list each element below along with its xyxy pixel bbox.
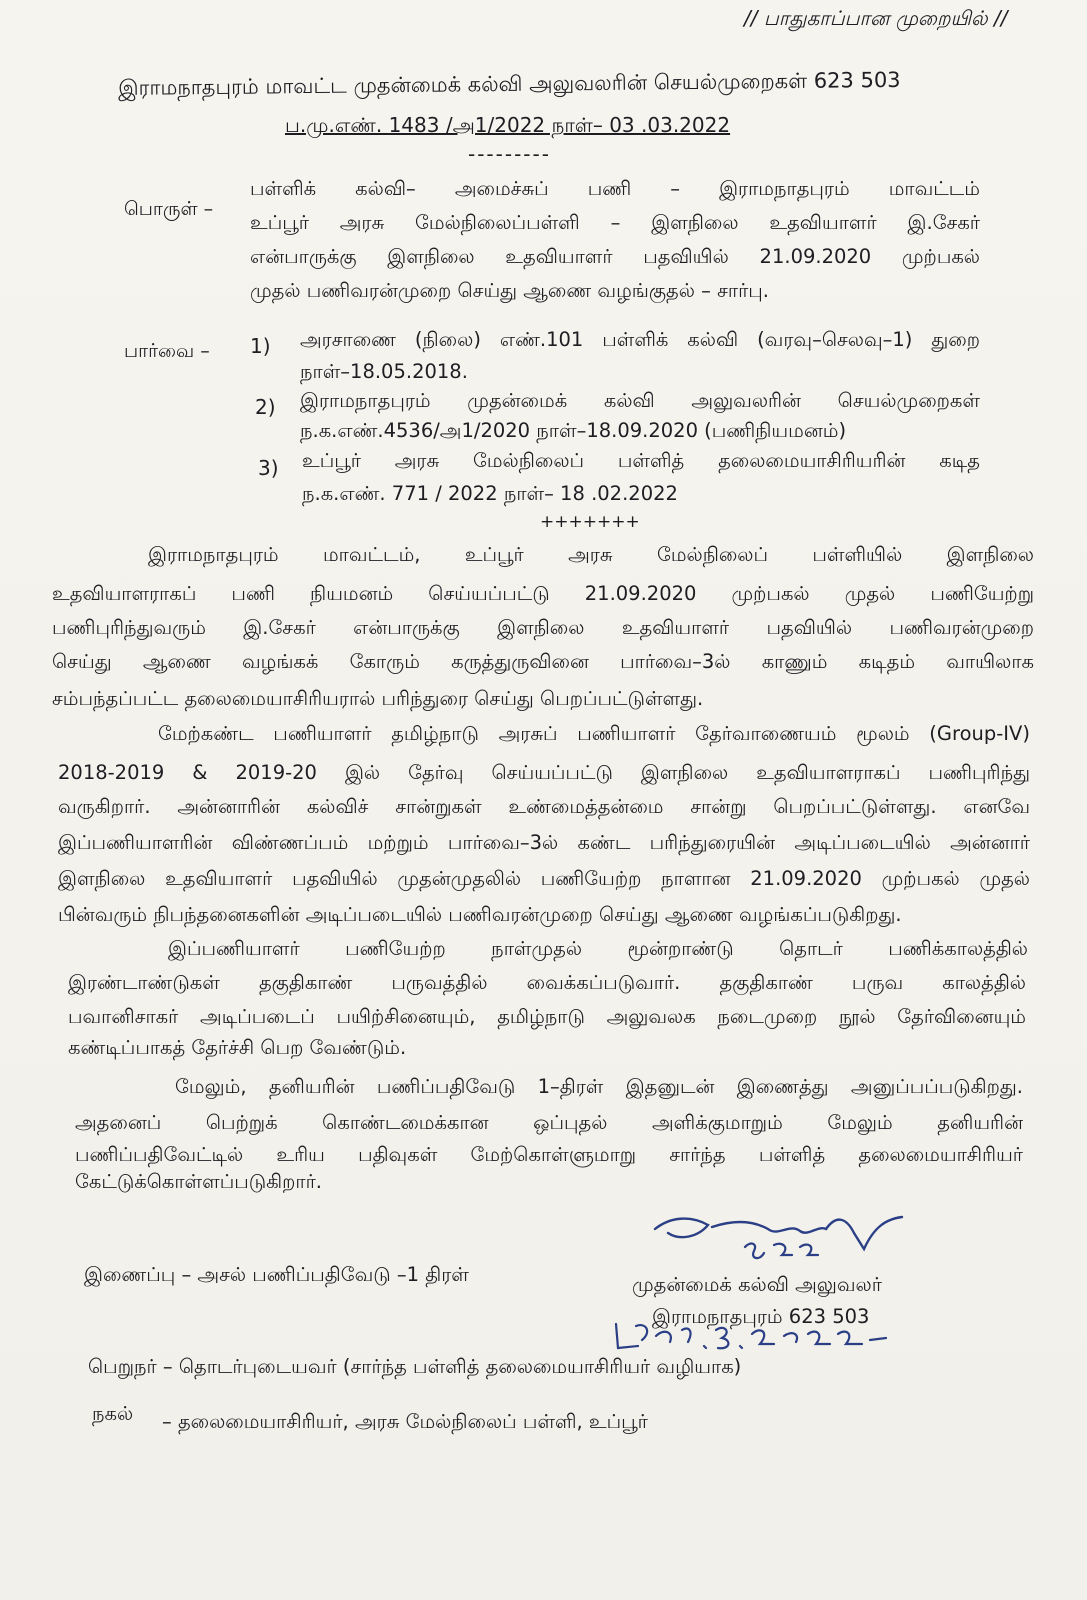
subject-block [250, 172, 980, 308]
subject-label: பொருள் – [124, 198, 214, 220]
paragraph-3-line: பவானிசாகர் அடிப்படைப் பயிற்சினையும், தமிழ்நாடு அலுவலக நடைமுறை நூல் தேர்வினையும் [68, 1005, 1026, 1028]
signatory-place: இராமநாதபுரம் 623 503 [652, 1305, 870, 1328]
reference-number-2: 2) [255, 395, 276, 419]
reference-line: ந.க.எண்.4536/அ1/2020 நாள்–18.09.2020 (பணிநியமனம்) [300, 419, 847, 442]
reference-line: இராமநாதபுரம் முதன்மைக் கல்வி அலுவலரின் செயல்முறைகள் [300, 389, 980, 412]
enclosure-note: இணைப்பு – அசல் பணிப்பதிவேடு –1 திரள் [84, 1263, 469, 1286]
office-title: இராமநாதபுரம் மாவட்ட முதன்மைக் கல்வி அலுவலரின் செயல்முறைகள் 623 503 [118, 67, 901, 100]
paragraph-2-line: 2018-2019 & 2019-20 இல் தேர்வு செய்யப்பட்டு இளநிலை உதவியாளராகப் பணிபுரிந்து [58, 761, 1030, 784]
subject-line: பள்ளிக் கல்வி– அமைச்சுப் பணி – இராமநாதபுரம் மாவட்டம் [250, 177, 980, 200]
reference-line: உப்பூர் அரசு மேல்நிலைப் பள்ளித் தலைமையாசிரியரின் கடித [302, 449, 980, 472]
copy-recipient: – தலைமையாசிரியர், அரசு மேல்நிலைப் பள்ளி, உப்பூர் [162, 1410, 648, 1433]
paragraph-1-line: உதவியாளராகப் பணி நியமனம் செய்யப்பட்டு 21.09.2020 முற்பகல் முதல் பணியேற்று [52, 582, 1034, 605]
subject-line: உப்பூர் அரசு மேல்நிலைப்பள்ளி – இளநிலை உதவியாளர் இ.சேகர் [250, 211, 980, 234]
reference-line: நாள்–18.05.2018. [300, 360, 468, 383]
paragraph-2-line: வருகிறார். அன்னாரின் கல்விச் சான்றுகள் உண்மைத்தன்மை சான்று பெறப்பட்டுள்ளது. எனவே [58, 795, 1030, 818]
paragraph-2-line: இப்பணியாளரின் விண்ணப்பம் மற்றும் பார்வை–3ல் கண்ட பரிந்துரையின் அடிப்படையில் அன்னார் [58, 831, 1030, 854]
paragraph-1-line: இராமநாதபுரம் மாவட்டம், உப்பூர் அரசு மேல்நிலைப் பள்ளியில் இளநிலை [148, 543, 1034, 566]
signatory-designation: முதன்மைக் கல்வி அலுவலர் [632, 1273, 882, 1296]
references-label: பார்வை – [124, 340, 210, 362]
reference-number: ப.மு.எண். 1483 /அ1/2022 நாள்– 03 .03.2022 [285, 113, 731, 137]
copy-label: நகல் [92, 1402, 134, 1425]
paragraph-1-line: செய்து ஆணை வழங்கக் கோரும் கருத்துருவினை பார்வை–3ல் காணும் கடிதம் வாயிலாக [52, 650, 1034, 673]
subject-line: முதல் பணிவரன்முறை செய்து ஆணை வழங்குதல் – சார்பு. [250, 279, 769, 302]
reference-number-3: 3) [258, 456, 279, 480]
recipient-line: பெறுநர் – தொடர்புடையவர் (சார்ந்த பள்ளித் தலைமையாசிரியர் வழியாக) [88, 1355, 742, 1378]
reference-number-1: 1) [250, 334, 271, 358]
reference-line: ந.க.எண். 771 / 2022 நாள்– 18 .02.2022 [302, 482, 678, 505]
paragraph-4-line: கேட்டுக்கொள்ளப்படுகிறார். [75, 1170, 322, 1193]
paragraph-3-line: இரண்டாண்டுகள் தகுதிகாண் பருவத்தில் வைக்கப்படுவார். தகுதிகாண் பருவ காலத்தில் [68, 971, 1026, 994]
references-separator: +++++++ [540, 512, 640, 532]
handwritten-signature [650, 1207, 920, 1277]
paragraph-3-line: கண்டிப்பாகத் தேர்ச்சி பெற வேண்டும். [68, 1036, 407, 1059]
header-separator: --------- [468, 142, 551, 166]
paragraph-2-line: பின்வரும் நிபந்தனைகளின் அடிப்படையில் பணிவரன்முறை செய்து ஆணை வழங்கப்படுகிறது. [58, 903, 902, 926]
paragraph-4-line: மேலும், தனியரின் பணிப்பதிவேடு 1–திரள் இதனுடன் இணைத்து அனுப்பப்படுகிறது. [175, 1075, 1023, 1098]
paragraph-2-line: இளநிலை உதவியாளர் பதவியில் முதன்முதலில் பணியேற்ற நாளான 21.09.2020 முற்பகல் முதல் [58, 867, 1030, 890]
reference-line: அரசாணை (நிலை) எண்.101 பள்ளிக் கல்வி (வரவு–செலவு–1) துறை [300, 328, 980, 351]
paragraph-1-line: சம்பந்தப்பட்ட தலைமையாசிரியரால் பரிந்துரை செய்து பெறப்பட்டுள்ளது. [52, 687, 704, 710]
subject-line: என்பாருக்கு இளநிலை உதவியாளர் பதவியில் 21.09.2020 முற்பகல் [250, 245, 980, 268]
paragraph-3-line: இப்பணியாளர் பணியேற்ற நாள்முதல் மூன்றாண்டு தொடர் பணிக்காலத்தில் [168, 937, 1028, 960]
paragraph-4-line: பணிப்பதிவேட்டில் உரிய பதிவுகள் மேற்கொள்ளுமாறு சார்ந்த பள்ளித் தலைமையாசிரியர் [75, 1143, 1023, 1166]
paragraph-1-line: பணிபுரிந்துவரும் இ.சேகர் என்பாருக்கு இளநிலை உதவியாளர் பதவியில் பணிவரன்முறை [52, 616, 1034, 639]
security-note: // பாதுகாப்பான முறையில் // [744, 6, 1008, 30]
paragraph-4-line: அதனைப் பெற்றுக் கொண்டமைக்கான ஒப்புதல் அளிக்குமாறும் மேலும் தனியரின் [75, 1111, 1023, 1134]
paragraph-2-line: மேற்கண்ட பணியாளர் தமிழ்நாடு அரசுப் பணியாளர் தேர்வாணையம் மூலம் (Group-IV) [158, 722, 1030, 745]
